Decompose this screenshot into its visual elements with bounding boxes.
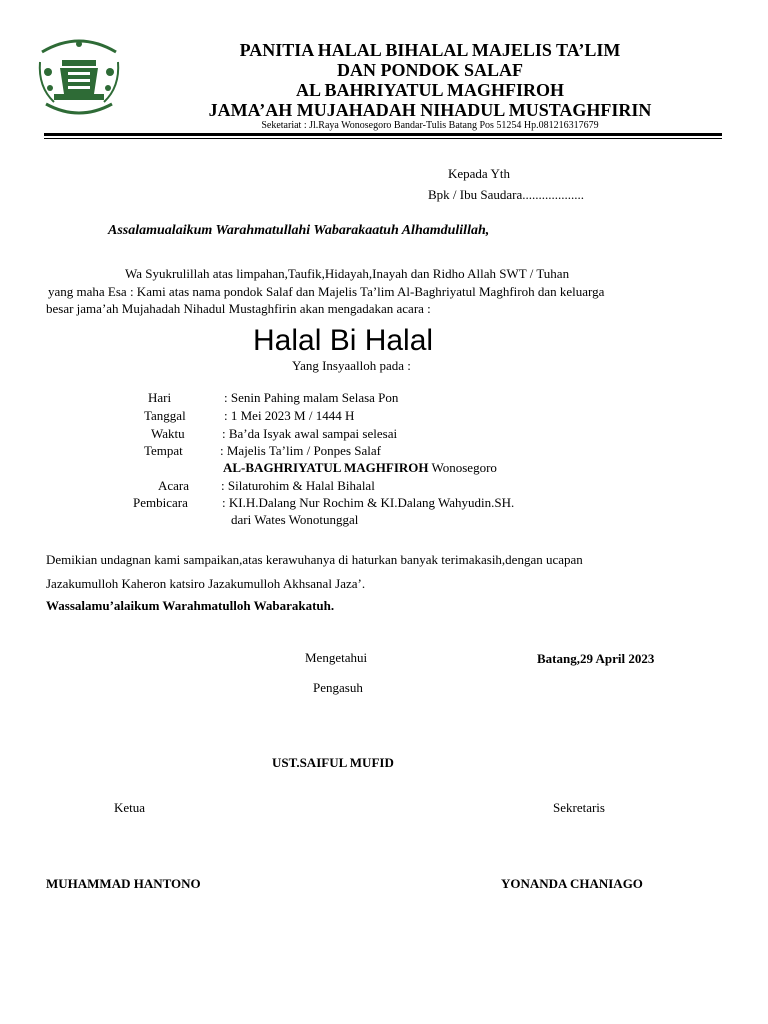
detail-value-event: : Silaturohim & Halal Bihalal — [221, 478, 375, 493]
signature-known-label: Mengetahui — [305, 650, 368, 665]
header-title-line-2: DAN PONDOK SALAF — [336, 60, 523, 80]
detail-label-event: Acara — [158, 478, 190, 493]
closing-line-1: Demikian undagnan kami sampaikan,atas kerawuhanya di haturkan banyak terimakasih,dengan ucapan — [46, 552, 583, 567]
signature-chair-name: MUHAMMAD HANTONO — [46, 876, 201, 891]
intro-line-3: besar jama’ah Mujahadah Nihadul Mustaghfirin akan mengadakan acara : — [46, 301, 431, 316]
header-divider-thin — [44, 138, 722, 139]
detail-label-day: Hari — [148, 390, 172, 405]
header-divider-thick — [44, 133, 722, 136]
event-subtitle: Yang Insyaalloh pada : — [292, 358, 411, 373]
header-title-line-3: AL BAHRIYATUL MAGHFIROH — [295, 80, 565, 100]
detail-label-time: Waktu — [151, 426, 185, 441]
organization-logo-emblem — [34, 32, 124, 118]
recipient-name: Bpk / Ibu Saudara................... — [428, 187, 584, 202]
signature-date: Batang,29 April 2023 — [537, 651, 655, 666]
place-name-town: Wonosegoro — [428, 460, 497, 475]
greeting: Assalamualaikum Warahmatullahi Wabarakaatuh Alhamdulillah, — [108, 223, 490, 238]
signature-chair-title: Ketua — [114, 800, 146, 815]
detail-label-date: Tanggal — [144, 408, 186, 423]
place-name-bold: AL-BAGHRIYATUL MAGHFIROH — [223, 460, 429, 475]
signature-secretary-title: Sekretaris — [553, 800, 605, 815]
detail-value-time: : Ba’da Isyak awal sampai selesai — [222, 426, 398, 441]
detail-place-name — [223, 460, 497, 476]
detail-label-speaker: Pembicara — [133, 495, 188, 510]
signature-secretary-name: YONANDA CHANIAGO — [501, 876, 643, 891]
closing-salutation: Wassalamu’alaikum Warahmatulloh Wabarakatuh. — [46, 598, 335, 613]
detail-value-day: : Senin Pahing malam Selasa Pon — [224, 390, 399, 405]
detail-label-place: Tempat — [144, 443, 183, 458]
intro-line-1: Wa Syukrulillah atas limpahan,Taufik,Hidayah,Inayah dan Ridho Allah SWT / Tuhan — [125, 266, 570, 281]
intro-line-2: yang maha Esa : Kami atas nama pondok Salaf dan Majelis Ta’lim Al-Baghriyatul Maghfiroh dan keluarga — [48, 284, 605, 299]
detail-value-place: : Majelis Ta’lim / Ponpes Salaf — [220, 443, 381, 458]
signature-caretaker-name: UST.SAIFUL MUFID — [272, 755, 394, 770]
event-title: Halal Bi Halal — [253, 324, 434, 357]
header-title-line-1: PANITIA HALAL BIHALAL MAJELIS TA’LIM — [239, 40, 621, 60]
header-title-line-4: JAMA’AH MUJAHADAH NIHADUL MUSTAGHFIRIN — [208, 100, 652, 120]
signature-caretaker-title: Pengasuh — [313, 680, 363, 695]
detail-value-date: : 1 Mei 2023 M / 1444 H — [224, 408, 355, 423]
detail-speaker-origin: dari Wates Wonotunggal — [231, 512, 359, 527]
recipient-to: Kepada Yth — [448, 166, 510, 181]
secretariat-address: Seketariat : Jl.Raya Wonosegoro Bandar-Tulis Batang Pos 51254 Hp.081216317679 — [261, 120, 599, 131]
closing-line-2: Jazakumulloh Kaheron katsiro Jazakumulloh Akhsanal Jaza’. — [46, 576, 366, 591]
detail-value-speaker: : KI.H.Dalang Nur Rochim & KI.Dalang Wahyudin.SH. — [222, 495, 515, 510]
